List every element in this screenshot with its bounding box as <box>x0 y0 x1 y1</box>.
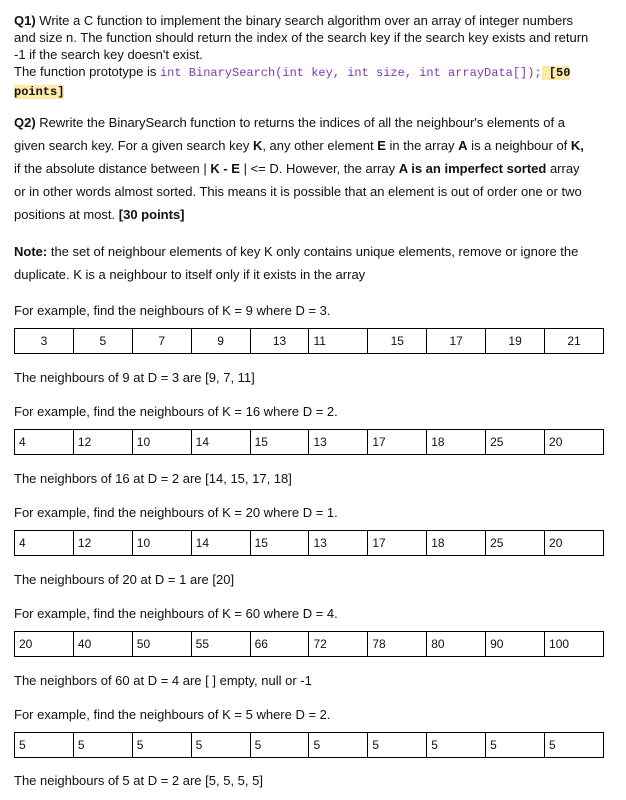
q2-line2-d: is a neighbour of <box>467 138 571 153</box>
array-cell: 12 <box>73 430 132 455</box>
array-cell: 5 <box>427 733 486 758</box>
q1-paragraph <box>14 12 614 101</box>
array-cell: 25 <box>486 531 545 556</box>
array-cell: 15 <box>250 531 309 556</box>
array-cell: 20 <box>15 632 74 657</box>
array-cell: 5 <box>250 733 309 758</box>
array-cell: 10 <box>132 430 191 455</box>
array-cell: 20 <box>545 531 604 556</box>
q1-text-line2: and size n. The function should return the index of the search key if the search key exists and return <box>14 30 589 45</box>
q2-line3-a: if the absolute distance between | <box>14 161 211 176</box>
table-row <box>15 430 604 455</box>
array-cell: 5 <box>545 733 604 758</box>
array-cell: 13 <box>309 531 368 556</box>
example-3-result: The neighbours of 20 at D = 1 are [20] <box>14 572 235 587</box>
note-line1: the set of neighbour elements of key K only contains unique elements, remove or ignore the <box>47 244 579 259</box>
q2-line3-kme: K - E <box>210 161 240 176</box>
table-row <box>15 632 604 657</box>
array-cell: 13 <box>250 329 309 354</box>
array-cell: 5 <box>486 733 545 758</box>
array-cell: 25 <box>486 430 545 455</box>
array-cell: 5 <box>132 733 191 758</box>
array-cell: 17 <box>368 430 427 455</box>
q2-line1: Rewrite the BinarySearch function to returns the indices of all the neighbour's elements of a <box>39 115 565 130</box>
q2-line2-a: given search key. For a given search key <box>14 138 253 153</box>
array-cell: 5 <box>73 329 132 354</box>
array-cell: 9 <box>191 329 250 354</box>
array-cell: 21 <box>545 329 604 354</box>
array-cell: 5 <box>309 733 368 758</box>
note-label: Note: <box>14 244 48 259</box>
note-line2: duplicate. K is a neighbour to itself only if it exists in the array <box>14 267 366 282</box>
array-cell: 40 <box>73 632 132 657</box>
example-1-prompt: For example, find the neighbours of K = 9 where D = 3. <box>14 303 331 318</box>
example-2-array-table <box>14 429 604 455</box>
array-cell: 5 <box>15 733 74 758</box>
array-cell: 4 <box>15 430 74 455</box>
example-4-prompt: For example, find the neighbours of K = 60 where D = 4. <box>14 606 338 621</box>
q2-line3-e: array <box>546 161 580 176</box>
q2-label: Q2) <box>14 115 36 130</box>
example-1-array-table <box>14 328 604 354</box>
array-cell: 5 <box>73 733 132 758</box>
array-cell: 66 <box>250 632 309 657</box>
note-paragraph <box>14 240 614 286</box>
array-cell: 50 <box>132 632 191 657</box>
q1-text-line1: Write a C function to implement the binary search algorithm over an array of integer numbers <box>39 13 574 28</box>
array-cell: 11 <box>309 329 368 354</box>
example-5-result: The neighbours of 5 at D = 2 are [5, 5, 5, 5] <box>14 773 263 788</box>
q1-prototype-code: int BinarySearch(int key, int size, int arrayData[]); <box>159 66 542 80</box>
array-cell: 19 <box>486 329 545 354</box>
array-cell: 18 <box>427 531 486 556</box>
q2-element-e: E <box>377 138 386 153</box>
example-2-prompt: For example, find the neighbours of K = 16 where D = 2. <box>14 404 338 419</box>
array-cell: 17 <box>368 531 427 556</box>
array-cell: 78 <box>368 632 427 657</box>
table-row <box>15 733 604 758</box>
array-cell: 72 <box>309 632 368 657</box>
array-cell: 10 <box>132 531 191 556</box>
array-cell: 4 <box>15 531 74 556</box>
q1-text-line3: -1 if the search key doesn't exist. <box>14 47 203 62</box>
q2-line5-a: positions at most. <box>14 207 119 222</box>
array-cell: 12 <box>73 531 132 556</box>
array-cell: 18 <box>427 430 486 455</box>
q2-line4: or in other words almost sorted. This means it is possible that an element is out of order one or two <box>14 184 582 199</box>
array-cell: 100 <box>545 632 604 657</box>
q2-line3-c: | <= D. However, the array <box>239 161 399 176</box>
array-cell: 7 <box>132 329 191 354</box>
array-cell: 14 <box>191 531 250 556</box>
table-row <box>15 531 604 556</box>
array-cell: 14 <box>191 430 250 455</box>
example-4-array-table <box>14 631 604 657</box>
example-4-result: The neighbors of 60 at D = 4 are [ ] empty, null or -1 <box>14 673 312 688</box>
q2-paragraph <box>14 111 614 226</box>
array-cell: 3 <box>15 329 74 354</box>
array-cell: 90 <box>486 632 545 657</box>
example-5-array-table <box>14 732 604 758</box>
q2-line3-imperfect: A is an imperfect sorted <box>398 161 547 176</box>
q2-key-k2: K, <box>570 138 584 153</box>
q1-label: Q1) <box>14 13 36 28</box>
q1-prototype-lead: The function prototype is <box>14 64 160 79</box>
q2-array-a: A <box>458 138 468 153</box>
q2-line2-b: , any other element <box>262 138 378 153</box>
example-3-prompt: For example, find the neighbours of K = 20 where D = 1. <box>14 505 338 520</box>
example-2-result: The neighbors of 16 at D = 2 are [14, 15, 17, 18] <box>14 471 292 486</box>
array-cell: 13 <box>309 430 368 455</box>
example-1-result: The neighbours of 9 at D = 3 are [9, 7, 11] <box>14 370 255 385</box>
array-cell: 5 <box>191 733 250 758</box>
array-cell: 80 <box>427 632 486 657</box>
array-cell: 5 <box>368 733 427 758</box>
q2-points: [30 points] <box>118 207 185 222</box>
table-row <box>15 329 604 354</box>
array-cell: 15 <box>250 430 309 455</box>
q1-points-b: points] <box>14 85 65 99</box>
q2-line2-c: in the array <box>385 138 459 153</box>
array-cell: 17 <box>427 329 486 354</box>
array-cell: 15 <box>368 329 427 354</box>
example-5-prompt: For example, find the neighbours of K = 5 where D = 2. <box>14 707 331 722</box>
q1-points-a: [50 <box>541 66 571 80</box>
array-cell: 55 <box>191 632 250 657</box>
example-3-array-table <box>14 530 604 556</box>
array-cell: 20 <box>545 430 604 455</box>
q2-key-k: K <box>252 138 263 153</box>
